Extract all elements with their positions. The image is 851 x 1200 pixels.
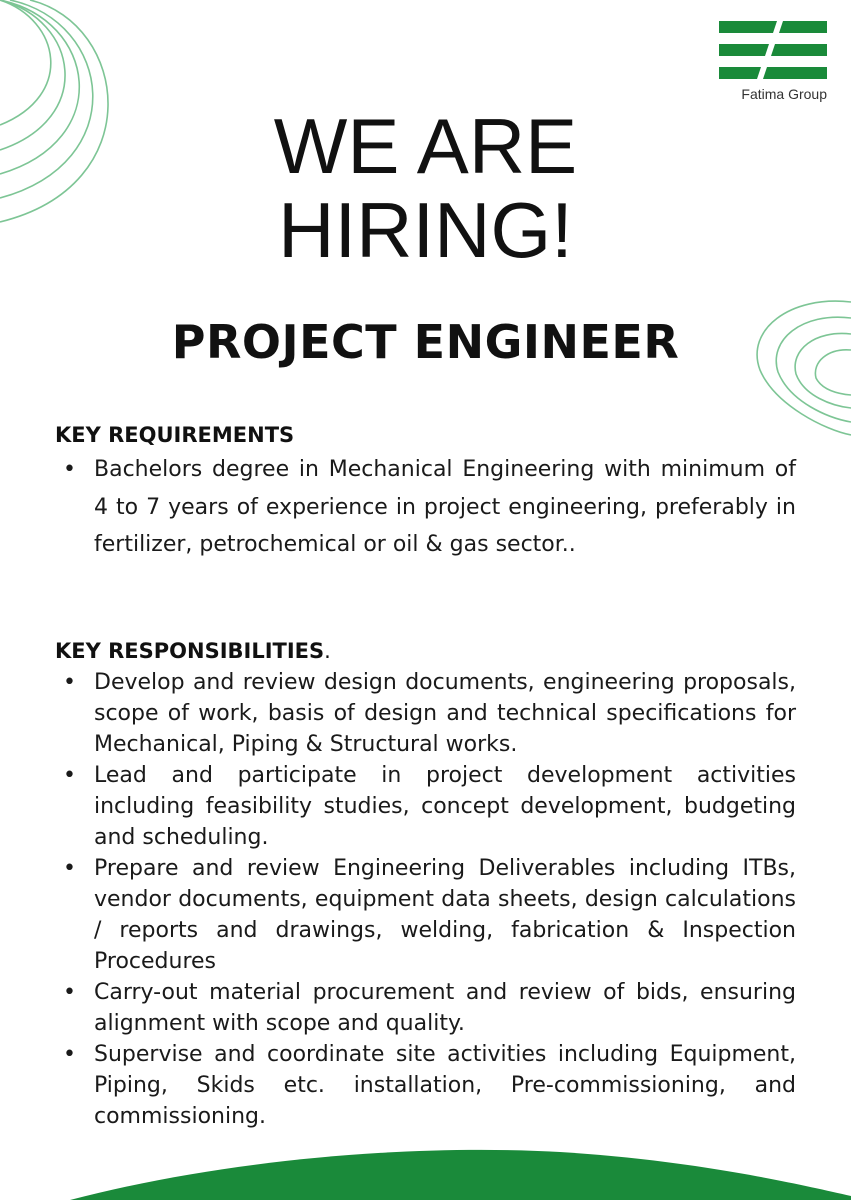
requirements-list: [55, 451, 796, 564]
headline-line-2: HIRING!: [278, 186, 573, 274]
decorative-wave-bottom: [0, 1130, 851, 1200]
bullet-icon: •: [63, 980, 76, 1005]
list-item: [55, 853, 796, 977]
bullet-icon: •: [63, 457, 76, 482]
list-item: [55, 1039, 796, 1132]
list-item-text: Supervise and coordinate site activities including Equipment, Piping, Skids etc. installation, Pre-commissioning, and commissioning.: [94, 1042, 796, 1129]
fatima-group-logo: [719, 20, 827, 102]
job-title: PROJECT ENGINEER: [171, 315, 680, 369]
list-item: [55, 760, 796, 853]
bullet-icon: •: [63, 670, 76, 695]
list-item-text: Carry-out material procurement and review of bids, ensuring alignment with scope and quality.: [94, 980, 796, 1036]
bullet-icon: •: [63, 763, 76, 788]
responsibilities-heading-text: KEY RESPONSIBILITIES: [55, 639, 325, 663]
list-item: [55, 451, 796, 564]
logo-text: Fatima Group: [741, 86, 827, 102]
list-item-text: Prepare and review Engineering Deliverables including ITBs, vendor documents, equipment data sheets, design calculations / reports and drawings, welding, fabrication & Inspection Procedures: [94, 856, 796, 974]
list-item: [55, 977, 796, 1039]
list-item-text: Lead and participate in project development activities including feasibility studies, concept development, budgeting and scheduling.: [94, 763, 796, 850]
requirements-heading: [55, 421, 294, 449]
list-item-text: Bachelors degree in Mechanical Engineering with minimum of 4 to 7 years of experience in project engineering, preferably in fertilizer, petrochemical or oil & gas sector..: [94, 457, 796, 557]
list-item: [55, 667, 796, 760]
requirements-heading-text: KEY REQUIREMENTS: [55, 423, 295, 447]
responsibilities-heading: [55, 637, 331, 665]
list-item-text: Develop and review design documents, engineering proposals, scope of work, basis of design and technical specifications for Mechanical, Piping & Structural works.: [94, 670, 796, 757]
headline-line-1: WE ARE: [273, 102, 578, 190]
bullet-icon: •: [63, 1042, 76, 1067]
hiring-headline: [0, 104, 851, 272]
responsibilities-list: [55, 667, 796, 1132]
bullet-icon: •: [63, 856, 76, 881]
fatima-group-logo-mark: [719, 20, 827, 80]
responsibilities-heading-trail: .: [324, 639, 331, 663]
